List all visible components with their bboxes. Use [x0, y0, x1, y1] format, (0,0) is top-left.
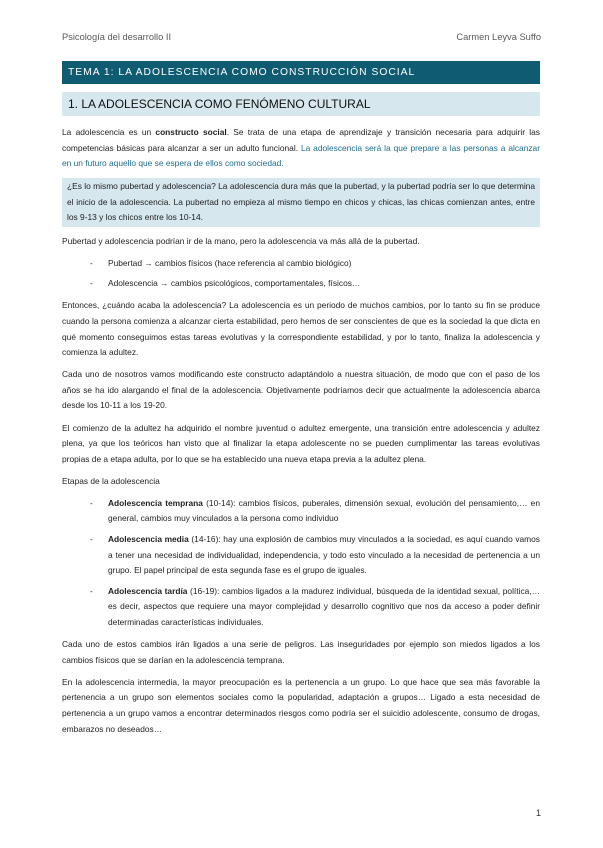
stages-list: [62, 496, 540, 631]
stage-name: Adolescencia temprana: [108, 497, 203, 508]
stage-item: [62, 584, 540, 631]
intro-text-start: La adolescencia es un: [62, 127, 156, 137]
paragraph-construct: Cada uno de nosotros vamos modificando este constructo adaptándolo a nuestra situación, de modo que con el paso de los años se ha ido alargando el final de la adolescencia. Objetivamente podríamos decir que actualmente la adolescencia abarca desde los 10-11 a los 19-20.: [62, 369, 540, 411]
list-item-text: Adolescencia → cambios psicológicos, comportamentales, físicos…: [108, 278, 361, 289]
dash-marker: -: [90, 278, 93, 289]
intro-bold-term: constructo social: [155, 127, 227, 137]
dash-marker: -: [90, 257, 93, 268]
page-content: [62, 61, 540, 744]
paragraph-end-of-adolescence: Entonces, ¿cuándo acaba la adolescencia? La adolescencia es un periodo de muchos cambios, por lo tanto su fin se produce cuando la persona comienza a alcanzar cierta estabilidad, pero hemos de ser conscientes de que es la sociedad la que dicta en qué momento conseguimos estas tareas evolutivas y la correspondiente estabilidad, y por lo tanto, finaliza la adolescencia y comienza la adultez.: [62, 300, 540, 358]
dash-marker: -: [90, 534, 93, 545]
author-name: Carmen Leyva Suffo: [456, 32, 541, 42]
stage-description: (10-14): cambios físicos, puberales, dimensión sexual, evolución del pensamiento,… en general, cambios muy vinculados a la persona como individuo: [108, 497, 540, 524]
list-item: [62, 256, 540, 272]
dash-marker: -: [90, 497, 93, 508]
chapter-title: TEMA 1: LA ADOLESCENCIA COMO CONSTRUCCIÓN SOCIAL: [62, 61, 540, 84]
stage-description: (16-19): cambios ligados a la madurez individual, búsqueda de la identidad sexual, política,… es decir, aspectos que requiere una mayor complejidad y desarrollo cognitivo que nos da acceso a poder definir determinadas características individuales.: [108, 585, 540, 628]
list-item-text: Pubertad → cambios físicos (hace referencia al cambio biológico): [108, 257, 352, 268]
stage-item: [62, 532, 540, 579]
stage-name: Adolescencia media: [108, 534, 189, 545]
paragraph-group-belonging: En la adolescencia intermedia, la mayor preocupación es la pertenencia a un grupo. Lo que hace que sea más favorable la pertenencia a un grupo son elementos sociales como la popularidad, adaptación a grupos… Ligado a esta necesidad de pertenencia a un grupo vamos a encontrar determinados riesgos como podría ser el suicidio adolescente, consumo de drogas, embarazos no deseados…: [62, 676, 540, 734]
stages-heading: Etapas de la adolescencia: [62, 475, 160, 486]
paragraph-intro: [62, 125, 540, 172]
section-title: 1. LA ADOLESCENCIA COMO FENÓMENO CULTURAL: [62, 92, 540, 116]
paragraph-emerging-adulthood: El comienzo de la adultez ha adquirido el nombre juventud o adultez emergente, una transición entre adolescencia y adultez plena, ya que los teóricos han visto que al finalizar la etapa adolescente no se pueden cumplimentar las tareas evolutivas propias de a etapa adulta, por lo que se ha establecido una nueva etapa previa a la adultez plena.: [62, 422, 540, 464]
course-name: Psicología del desarrollo II: [62, 32, 172, 42]
puberty-callout: ¿Es lo mismo pubertad y adolescencia? La adolescencia dura más que la pubertad, y la pubertad podría ser lo que determina el inicio de la adolescencia. La pubertad no empieza al mismo tiempo en chicos y chicas, las chicas comienzan antes, entre los 9-13 y los chicos entre los 10-14.: [62, 178, 540, 227]
stage-description: (14-16): hay una explosión de cambios muy vinculados a la sociedad, es aquí cuando vamos a tener una necesidad de individualidad, independencia, y todo esto vinculado a la necesidad de pertenencia a un grupo. El papel principal de esta segunda fase es el grupo de iguales.: [108, 534, 540, 576]
intro-text-middle: . Se trata de una etapa de aprendizaje y transición necesaria para adquirir las competencias básicas para alcanzar a ser un adulto funcional.: [62, 127, 540, 153]
intro-highlight: La adolescencia será la que prepare a las personas a alcanzar en un futuro aquello que se espera de ellos como sociedad.: [62, 142, 540, 169]
puberty-list: [62, 256, 540, 292]
stage-name: Adolescencia tardía: [108, 585, 188, 596]
stage-item: [62, 496, 540, 527]
paragraph-puberty: Pubertad y adolescencia podrían ir de la mano, pero la adolescencia va más allá de la pubertad.: [62, 235, 420, 246]
paragraph-dangers: Cada uno de estos cambios irán ligados a una serie de peligros. Las inseguridades por ejemplo son miedos ligados a los cambios físicos que se darían en la adolescencia temprana.: [62, 639, 540, 665]
page-number: 1: [535, 808, 541, 818]
dash-marker: -: [90, 585, 93, 596]
list-item: [62, 276, 540, 292]
